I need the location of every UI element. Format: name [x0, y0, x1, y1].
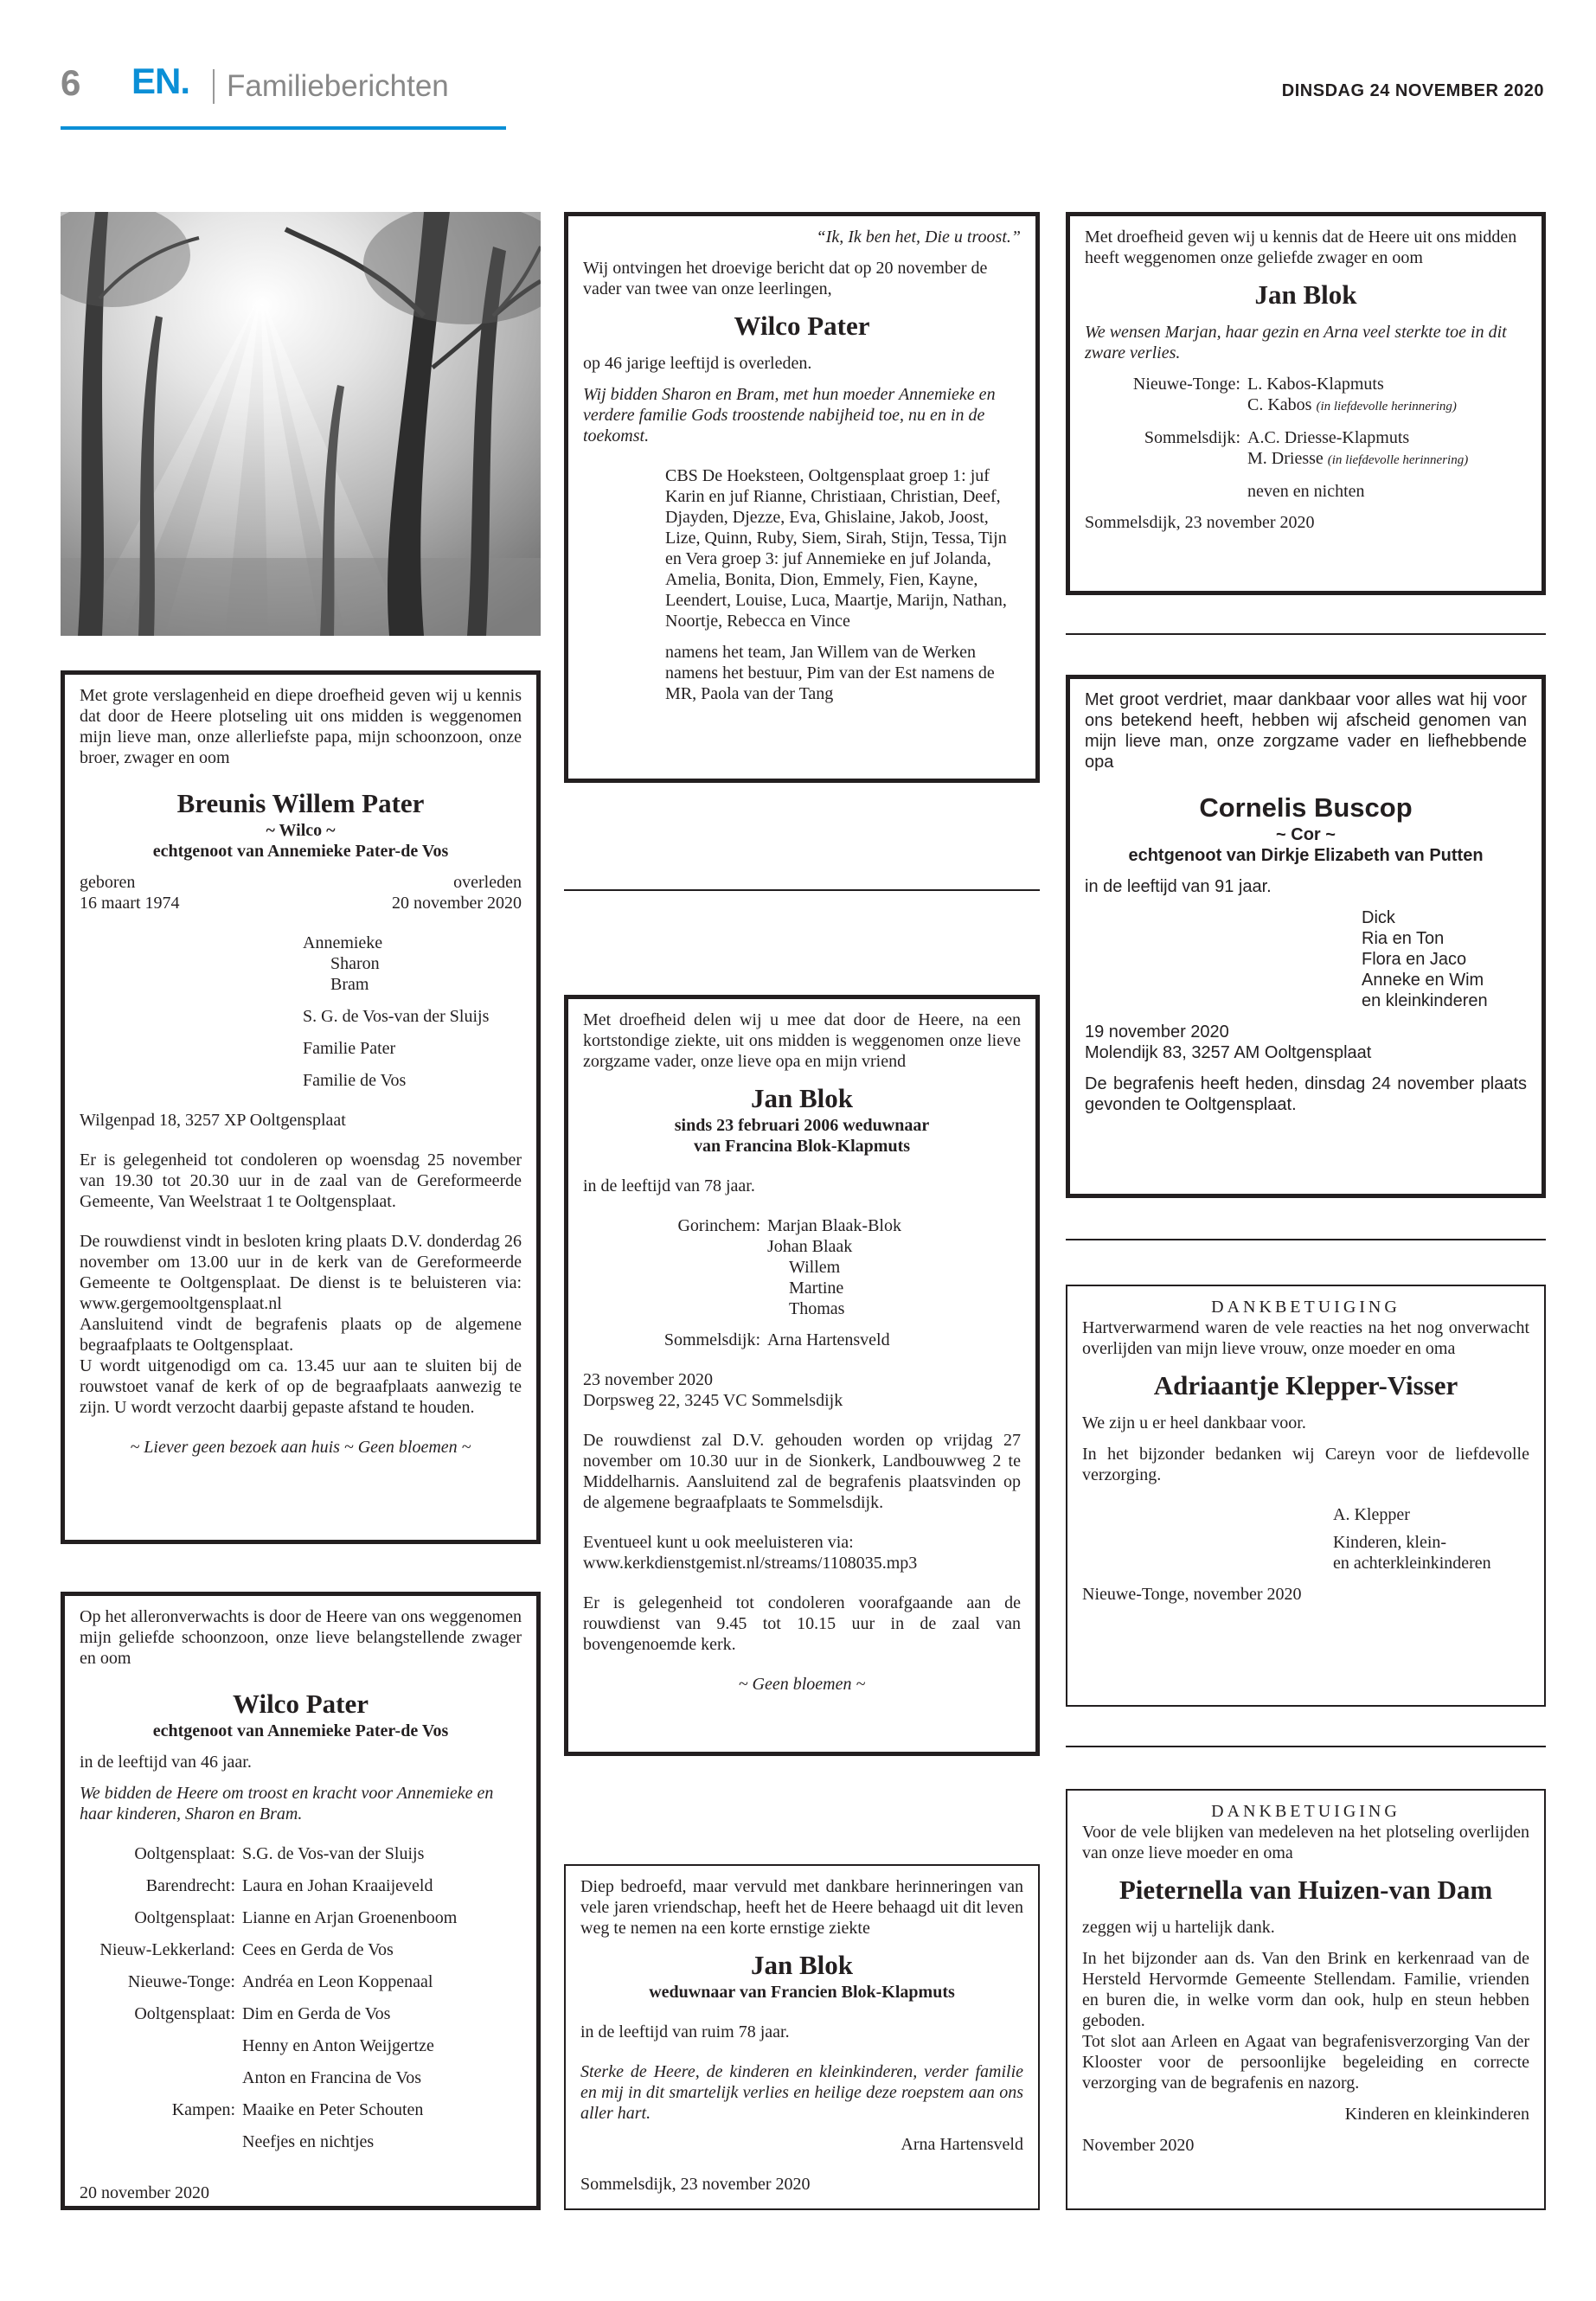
place-date: Sommelsdijk, 23 november 2020 [1085, 513, 1315, 532]
obituary-intro: Met grote verslagenheid en diepe droefheid geven wij u kennis dat door de Heere plotseling uit ons midden is weggenomen mijn lieve man, onze allerliefste papa, mijn schoonzoon, onze broer, zwager en oom [80, 686, 522, 767]
deceased-name: Jan Blok [750, 1950, 854, 1980]
family-name: Familie Pater [303, 1039, 396, 1058]
family-name: Willem [789, 1258, 841, 1277]
born-date: 16 maart 1974 [80, 894, 180, 913]
family-place: Sommelsdijk: [663, 1330, 760, 1349]
signed-by: Kinderen, klein- [1333, 1533, 1447, 1552]
family-name: Flora en Jaco [1362, 950, 1467, 969]
deceased-late-wife: van Francina Blok-Klapmuts [693, 1137, 911, 1156]
signed-by: Kinderen en kleinkinderen [1344, 2105, 1529, 2124]
thanks-title: DANKBETUIGING [1211, 1298, 1401, 1317]
family-name: Bram [330, 975, 369, 994]
deceased-name: Pieternella van Huizen-van Dam [1118, 1875, 1493, 1905]
team-signatories: namens het team, Jan Willem van de Werken namens het bestuur, Pim van der Est namens de MR, Paola van der Tang [665, 643, 995, 703]
family-place: Nieuwe-Tonge: [1132, 375, 1240, 394]
service-info: De rouwdienst vindt in besloten kring plaats D.V. donderdag 26 november om 13.00 uur in de kerk van de Gereformeerde Gemeente te Ooltgensplaat. De dienst is te beluisteren via: www.gergemooltgensplaat.nl [80, 1232, 522, 1313]
died-date: 20 november 2020 [392, 894, 522, 913]
obituary-jan-blok-inlaws [1066, 212, 1546, 595]
deceased-nickname: ~ Cor ~ [1276, 825, 1336, 844]
page-number: 6 [61, 62, 81, 103]
column-divider [1066, 1239, 1546, 1240]
family-name: Annemieke [303, 933, 383, 952]
family-name: Arna Hartensveld [767, 1330, 890, 1349]
section-title: Familieberichten [227, 69, 449, 103]
thanks-intro: Voor de vele blijken van medeleven na het plotseling overlijden van onze lieve moeder en oma [1082, 1823, 1529, 1862]
family-name: Laura en Johan Kraaijeveld [242, 1876, 433, 1895]
family-name: Neefjes en nichtjes [242, 2132, 375, 2151]
notice-date: 20 november 2020 [80, 2183, 209, 2202]
family-row [80, 1843, 522, 1864]
column-divider [1066, 1746, 1546, 1747]
born-label: geboren [80, 873, 136, 892]
family-place [80, 2067, 242, 2088]
family-place: Kampen: [171, 2100, 235, 2119]
obituary-jan-blok-family [564, 995, 1040, 1756]
deceased-name: Wilco Pater [233, 1689, 369, 1719]
place-date: Sommelsdijk, 23 november 2020 [580, 2175, 811, 2194]
final-thanks: Tot slot aan Arleen en Agaat van begrafenisverzorging Van der Klooster voor de persoonlijke begeleiding en correcte verzorging van de begrafenis en nazorg. [1082, 2032, 1529, 2093]
family-row [80, 1939, 522, 1960]
family-name: Thomas [789, 1299, 845, 1318]
family-place: Ooltgensplaat: [134, 1908, 235, 1927]
deceased-age: in de leeftijd van ruim 78 jaar. [580, 2022, 790, 2041]
family-name: A.C. Driesse-Klapmuts [1247, 428, 1410, 447]
memory-note: (in liefdevolle herinnering) [1316, 400, 1457, 413]
obituary-jan-blok-friend [564, 1864, 1040, 2210]
obituary-footer: ~ Liever geen bezoek aan huis ~ Geen bloemen ~ [130, 1438, 471, 1457]
header-divider [213, 69, 215, 104]
family-row [80, 2099, 522, 2120]
family-name: Ria en Ton [1362, 929, 1445, 948]
family-row [80, 2003, 522, 2024]
thanks-title: DANKBETUIGING [1211, 1802, 1401, 1821]
column-divider [564, 889, 1040, 891]
obituary-intro: Met droefheid delen wij u mee dat door de Heere, na een kortstondige ziekte, uit ons midden is weggenomen onze lieve zorgzame vader, onze lieve opa en mijn vriend [583, 1010, 1021, 1071]
thanks-pieternella-van-huizen-van-dam [1066, 1789, 1546, 2210]
family-name: L. Kabos-Klapmuts [1247, 375, 1384, 394]
family-place: Ooltgensplaat: [134, 2004, 235, 2023]
obituary-wilco-pater-family [61, 1592, 541, 2210]
family-row [80, 1907, 522, 1928]
stream-label: Eventueel kunt u ook meeluisteren via: [583, 1533, 854, 1552]
prayer-text: Wij bidden Sharon en Bram, met hun moeder Annemieke en verdere familie Gods troostende nabijheid toe, nu en in de toekomst. [583, 385, 996, 445]
prayer-text: We bidden de Heere om troost en kracht voor Annemieke en haar kinderen, Sharon en Bram. [80, 1784, 494, 1823]
thanks-text: We zijn u er heel dankbaar voor. [1082, 1413, 1306, 1433]
family-place: Nieuw-Lekkerland: [99, 1940, 235, 1959]
signed-by: A. Klepper [1333, 1505, 1410, 1524]
deceased-age: in de leeftijd van 78 jaar. [583, 1176, 755, 1195]
deceased-spouse: echtgenoot van Annemieke Pater-de Vos [152, 842, 449, 861]
obituary-intro: Met groot verdriet, maar dankbaar voor alles wat hij voor ons betekend heeft, hebben wij afscheid genomen van mijn lieve man, onze zorgzame vader en liefhebbende opa [1085, 690, 1527, 772]
family-place: Gorinchem: [677, 1216, 760, 1235]
family-row [80, 2131, 522, 2152]
family-name: Henny en Anton Weijgertze [242, 2036, 434, 2055]
deceased-name: Cornelis Buscop [1199, 792, 1413, 823]
family-name: Dick [1362, 908, 1395, 927]
obituary-intro: Wij ontvingen het droevige bericht dat op 20 november de vader van twee van onze leerlingen, [583, 259, 988, 298]
deceased-nickname: ~ Wilco ~ [266, 821, 336, 840]
family-name: Familie de Vos [303, 1071, 407, 1090]
column-divider [1066, 633, 1546, 635]
obituary-intro: Op het alleronverwachts is door de Heere van ons weggenomen mijn geliefde schoonzoon, onze lieve belangstellende zwager en oom [80, 1607, 522, 1668]
special-thanks: In het bijzonder bedanken wij Careyn voor de liefdevolle verzorging. [1082, 1445, 1529, 1484]
place-date: Nieuwe-Tonge, november 2020 [1082, 1585, 1302, 1604]
thanks-text: zeggen wij u hartelijk dank. [1082, 1918, 1275, 1937]
family-name: Lianne en Arjan Groenenboom [242, 1908, 458, 1927]
memory-note: (in liefdevolle herinnering) [1327, 453, 1469, 467]
family-name: C. Kabos [1247, 395, 1312, 414]
home-address: Molendijk 83, 3257 AM Ooltgensplaat [1085, 1043, 1372, 1062]
family-place: Sommelsdijk: [1144, 428, 1240, 447]
newspaper-logo: EN. [131, 61, 190, 101]
condolence-info: Er is gelegenheid tot condoleren op woensdag 25 november van 19.30 tot 20.30 uur in de zaal van de Gereformeerde Gemeente, Van Weelstraat 1 te Ooltgensplaat. [80, 1150, 522, 1211]
obituary-school-notice [564, 212, 1040, 783]
deceased-age: op 46 jarige leeftijd is overleden. [583, 354, 812, 373]
stream-link[interactable]: www.kerkdienstgemist.nl/streams/1108035.mp3 [583, 1554, 918, 1573]
family-place: Barendrecht: [145, 1876, 235, 1895]
notice-date: 23 november 2020 [583, 1370, 713, 1389]
burial-info: Aansluitend vindt de begrafenis plaats op de algemene begraafplaats te Ooltgensplaat. [80, 1315, 522, 1355]
family-place: Ooltgensplaat: [134, 1844, 235, 1863]
notice-date: November 2020 [1082, 2136, 1195, 2155]
family-name: Cees en Gerda de Vos [242, 1940, 394, 1959]
family-name: Marjan Blaak-Blok [767, 1216, 901, 1235]
deceased-widower: sinds 23 februari 2006 weduwnaar [674, 1116, 930, 1135]
school-signatories: CBS De Hoeksteen, Ooltgensplaat groep 1: juf Karin en juf Rianne, Christiaan, Christian, Deef, Djayden, Djezze, Eva, Ghislaine, Jakob, Joost, Lize, Quinn, Ruby, Siem, Sirah, Stijn, Tessa, Tijn en Vera groep 3: juf Annemieke en juf Jolanda, Amelia, Bonita, Dion, Emmely, Fien, Kayne, Leendert, Louise, Luca, Maartje, Marijn, Nathan, Noortje, Rebecca en Vince [665, 466, 1007, 631]
deceased-name: Adriaantje Klepper-Visser [1153, 1370, 1458, 1400]
family-name: Maaike en Peter Schouten [242, 2100, 424, 2119]
family-name: en kleinkinderen [1362, 991, 1488, 1010]
died-label: overleden [453, 873, 522, 892]
obituary-footer: ~ Geen bloemen ~ [738, 1675, 866, 1694]
obituary-cornelis-buscop [1066, 675, 1546, 1198]
special-thanks: In het bijzonder aan ds. Van den Brink en kerkenraad van de Hersteld Hervormde Gemeente Stellendam. Familie, vrienden en buren die, in welke vorm dan ook, hulp en steun hebben geboden. [1082, 1949, 1529, 2030]
family-row [80, 1971, 522, 1992]
deceased-spouse: echtgenoot van Annemieke Pater-de Vos [152, 1721, 449, 1740]
obituary-intro: Diep bedroefd, maar vervuld met dankbare herinneringen van vele jaren vriendschap, heeft het de Heere behaagd uit dit leven weg te nemen na een korte ernstige ziekte [580, 1877, 1023, 1938]
forest-sunrays-image [61, 212, 541, 636]
family-name: Andréa en Leon Koppenaal [242, 1972, 433, 1991]
condolence-info: Er is gelegenheid tot condoleren voorafgaande aan de rouwdienst van 9.45 tot 10.15 uur in de zaal van bovengenoemde kerk. [583, 1593, 1021, 1654]
signed-by: Arna Hartensveld [901, 2135, 1023, 2154]
family-place: Nieuwe-Tonge: [127, 1972, 235, 1991]
procession-info: U wordt uitgenodigd om ca. 13.45 uur aan te sluiten bij de rouwstoet vanaf de kerk of op de begraafplaats aanwezig te zijn. U wordt verzocht daarbij gepaste afstand te houden. [80, 1356, 522, 1417]
deceased-name: Breunis Willem Pater [176, 788, 425, 818]
family-name: Johan Blaak [767, 1237, 853, 1256]
family-name: Sharon [330, 954, 380, 973]
family-name: M. Driesse [1247, 449, 1324, 468]
deceased-name: Jan Blok [750, 1083, 854, 1113]
family-row [80, 2035, 522, 2056]
thanks-adriaantje-klepper-visser [1066, 1285, 1546, 1707]
nephews-nieces: neven en nichten [1247, 482, 1365, 501]
family-name: Anneke en Wim [1362, 971, 1484, 990]
home-address: Wilgenpad 18, 3257 XP Ooltgensplaat [80, 1111, 346, 1130]
family-name: Anton en Francina de Vos [242, 2068, 422, 2087]
thanks-intro: Hartverwarmend waren de vele reacties na het nog onverwacht overlijden van mijn lieve vrouw, onze moeder en oma [1082, 1318, 1529, 1358]
family-place [80, 2035, 242, 2056]
deceased-widower: weduwnaar van Francien Blok-Klapmuts [649, 1983, 955, 2002]
obituary-breunis-willem-pater [61, 670, 541, 1544]
home-address: Dorpsweg 22, 3245 VC Sommelsdijk [583, 1391, 843, 1410]
family-name: Dim en Gerda de Vos [242, 2004, 391, 2023]
obituary-intro: Met droefheid geven wij u kennis dat de Heere uit ons midden heeft weggenomen onze geliefde zwager en oom [1085, 228, 1517, 267]
family-row [80, 1875, 522, 1896]
deceased-name: Jan Blok [1254, 279, 1357, 310]
issue-date: DINSDAG 24 NOVEMBER 2020 [1281, 81, 1544, 100]
family-row [80, 2067, 522, 2088]
notice-date: 19 november 2020 [1085, 1022, 1229, 1042]
prayer-text: Sterke de Heere, de kinderen en kleinkinderen, verder familie en mij in dit smartelijk verlies en heilige deze roepstem aan ons aller hart. [580, 2062, 1023, 2123]
funeral-info: De begrafenis heeft heden, dinsdag 24 november plaats gevonden te Ooltgensplaat. [1085, 1074, 1527, 1114]
family-name: S. G. de Vos-van der Sluijs [303, 1007, 490, 1026]
family-name: S.G. de Vos-van der Sluijs [242, 1844, 425, 1863]
family-list [80, 1843, 522, 2152]
family-place [80, 2131, 242, 2152]
wish-text: We wensen Marjan, haar gezin en Arna veel sterkte toe in dit zware verlies. [1085, 323, 1507, 362]
service-info: De rouwdienst zal D.V. gehouden worden op vrijdag 27 november om 10.30 uur in de Sionkerk, Landbouwweg 2 te Middelharnis. Aansluitend zal de begrafenis plaatsvinden op de algemene begraafplaats te Sommelsdijk. [583, 1431, 1021, 1512]
deceased-name: Wilco Pater [734, 311, 870, 341]
deceased-age: in de leeftijd van 91 jaar. [1085, 877, 1272, 896]
bible-quote: “Ik, Ik ben het, Die u troost.” [816, 228, 1021, 247]
signed-by: en achterkleinkinderen [1333, 1554, 1491, 1573]
family-name: Martine [789, 1279, 844, 1298]
header-rule [61, 126, 506, 130]
deceased-spouse: echtgenoot van Dirkje Elizabeth van Putten [1128, 846, 1484, 865]
deceased-age: in de leeftijd van 46 jaar. [80, 1753, 252, 1772]
